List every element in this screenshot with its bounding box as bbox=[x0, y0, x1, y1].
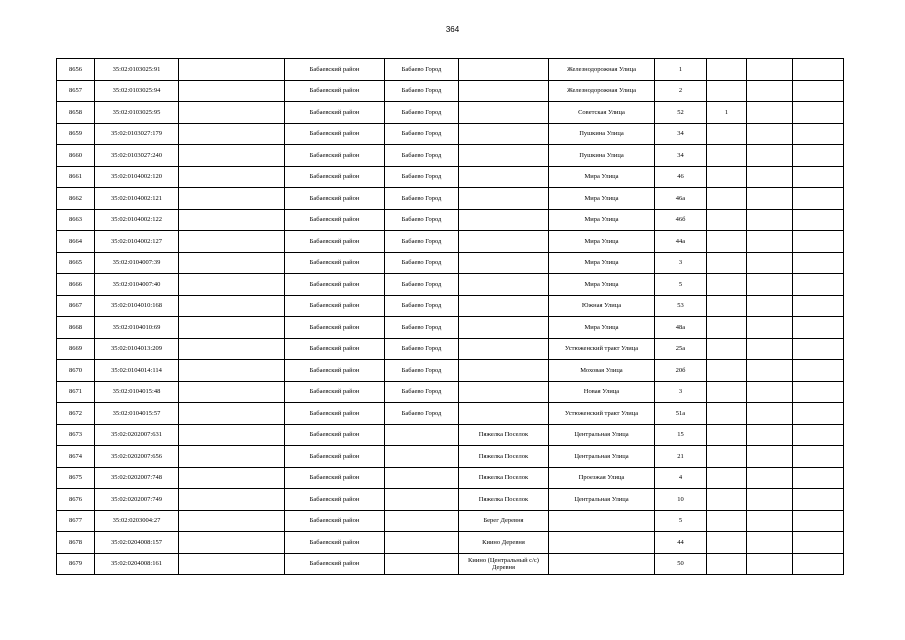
street-cell: Устюженский тракт Улица bbox=[549, 403, 655, 425]
street-cell: Проезжая Улица bbox=[549, 467, 655, 489]
city-cell: Бабаево Город bbox=[385, 295, 459, 317]
building-number-cell bbox=[707, 166, 747, 188]
house-number-cell: 1 bbox=[655, 59, 707, 81]
row-number-cell: 8660 bbox=[57, 145, 95, 167]
district-cell: Бабаевский район bbox=[285, 510, 385, 532]
district-cell: Бабаевский район bbox=[285, 252, 385, 274]
empty-cell bbox=[793, 489, 844, 511]
page-number: 364 bbox=[445, 25, 460, 34]
building-number-cell bbox=[707, 532, 747, 554]
table-row bbox=[57, 274, 844, 296]
table-row bbox=[57, 295, 844, 317]
building-number-cell bbox=[707, 123, 747, 145]
house-number-cell: 25а bbox=[655, 338, 707, 360]
row-number-cell: 8670 bbox=[57, 360, 95, 382]
empty-cell bbox=[179, 209, 285, 231]
table-row bbox=[57, 403, 844, 425]
empty-cell bbox=[793, 252, 844, 274]
settlement-cell bbox=[459, 317, 549, 339]
empty-cell bbox=[793, 403, 844, 425]
table-row bbox=[57, 446, 844, 468]
row-number-cell: 8672 bbox=[57, 403, 95, 425]
city-cell bbox=[385, 424, 459, 446]
table-row bbox=[57, 123, 844, 145]
empty-cell bbox=[793, 381, 844, 403]
empty-cell bbox=[179, 145, 285, 167]
row-number-cell: 8656 bbox=[57, 59, 95, 81]
house-number-cell: 53 bbox=[655, 295, 707, 317]
empty-cell bbox=[179, 532, 285, 554]
empty-cell bbox=[747, 252, 793, 274]
empty-cell bbox=[179, 381, 285, 403]
settlement-cell: Пяжелка Поселок bbox=[459, 446, 549, 468]
street-cell: Мира Улица bbox=[549, 274, 655, 296]
city-cell: Бабаево Город bbox=[385, 317, 459, 339]
building-number-cell bbox=[707, 295, 747, 317]
empty-cell bbox=[747, 532, 793, 554]
table-row bbox=[57, 80, 844, 102]
street-cell bbox=[549, 510, 655, 532]
empty-cell bbox=[179, 102, 285, 124]
district-cell: Бабаевский район bbox=[285, 123, 385, 145]
district-cell: Бабаевский район bbox=[285, 532, 385, 554]
district-cell: Бабаевский район bbox=[285, 209, 385, 231]
row-number-cell: 8678 bbox=[57, 532, 95, 554]
street-cell: Пушкина Улица bbox=[549, 145, 655, 167]
district-cell: Бабаевский район bbox=[285, 403, 385, 425]
building-number-cell bbox=[707, 446, 747, 468]
empty-cell bbox=[747, 209, 793, 231]
settlement-cell bbox=[459, 166, 549, 188]
empty-cell bbox=[179, 489, 285, 511]
cadastral-number-cell: 35:02:0202007:749 bbox=[95, 489, 179, 511]
empty-cell bbox=[793, 446, 844, 468]
table-row bbox=[57, 102, 844, 124]
empty-cell bbox=[793, 424, 844, 446]
city-cell bbox=[385, 489, 459, 511]
empty-cell bbox=[179, 317, 285, 339]
empty-cell bbox=[179, 80, 285, 102]
street-cell: Мира Улица bbox=[549, 188, 655, 210]
cadastral-number-cell: 35:02:0103025:94 bbox=[95, 80, 179, 102]
building-number-cell bbox=[707, 274, 747, 296]
city-cell: Бабаево Город bbox=[385, 166, 459, 188]
empty-cell bbox=[747, 338, 793, 360]
empty-cell bbox=[793, 166, 844, 188]
cadastral-number-cell: 35:02:0204008:161 bbox=[95, 553, 179, 575]
street-cell bbox=[549, 553, 655, 575]
table-row bbox=[57, 467, 844, 489]
house-number-cell: 46а bbox=[655, 188, 707, 210]
table-row bbox=[57, 510, 844, 532]
street-cell: Пушкина Улица bbox=[549, 123, 655, 145]
settlement-cell bbox=[459, 295, 549, 317]
street-cell: Центральная Улица bbox=[549, 489, 655, 511]
building-number-cell bbox=[707, 145, 747, 167]
cadastral-number-cell: 35:02:0103027:179 bbox=[95, 123, 179, 145]
empty-cell bbox=[793, 59, 844, 81]
empty-cell bbox=[179, 360, 285, 382]
building-number-cell bbox=[707, 510, 747, 532]
cadastral-number-cell: 35:02:0103025:95 bbox=[95, 102, 179, 124]
row-number-cell: 8675 bbox=[57, 467, 95, 489]
table-row bbox=[57, 381, 844, 403]
table-row bbox=[57, 209, 844, 231]
city-cell: Бабаево Город bbox=[385, 338, 459, 360]
empty-cell bbox=[747, 317, 793, 339]
settlement-cell bbox=[459, 123, 549, 145]
cadastral-number-cell: 35:02:0104013:209 bbox=[95, 338, 179, 360]
street-cell bbox=[549, 532, 655, 554]
street-cell: Устюженский тракт Улица bbox=[549, 338, 655, 360]
district-cell: Бабаевский район bbox=[285, 489, 385, 511]
house-number-cell: 48а bbox=[655, 317, 707, 339]
table-row bbox=[57, 317, 844, 339]
table-row bbox=[57, 360, 844, 382]
building-number-cell bbox=[707, 231, 747, 253]
building-number-cell bbox=[707, 467, 747, 489]
district-cell: Бабаевский район bbox=[285, 446, 385, 468]
house-number-cell: 5 bbox=[655, 274, 707, 296]
empty-cell bbox=[747, 102, 793, 124]
city-cell bbox=[385, 532, 459, 554]
city-cell: Бабаево Город bbox=[385, 360, 459, 382]
city-cell: Бабаево Город bbox=[385, 145, 459, 167]
cadastral-number-cell: 35:02:0104010:69 bbox=[95, 317, 179, 339]
empty-cell bbox=[793, 145, 844, 167]
settlement-cell bbox=[459, 188, 549, 210]
building-number-cell bbox=[707, 252, 747, 274]
city-cell: Бабаево Город bbox=[385, 403, 459, 425]
row-number-cell: 8679 bbox=[57, 553, 95, 575]
building-number-cell bbox=[707, 360, 747, 382]
empty-cell bbox=[179, 166, 285, 188]
row-number-cell: 8663 bbox=[57, 209, 95, 231]
settlement-cell bbox=[459, 59, 549, 81]
building-number-cell bbox=[707, 188, 747, 210]
district-cell: Бабаевский район bbox=[285, 231, 385, 253]
empty-cell bbox=[179, 295, 285, 317]
row-number-cell: 8666 bbox=[57, 274, 95, 296]
settlement-cell bbox=[459, 381, 549, 403]
settlement-cell bbox=[459, 360, 549, 382]
cadastral-number-cell: 35:02:0104010:168 bbox=[95, 295, 179, 317]
street-cell: Новая Улица bbox=[549, 381, 655, 403]
empty-cell bbox=[793, 102, 844, 124]
row-number-cell: 8668 bbox=[57, 317, 95, 339]
empty-cell bbox=[793, 553, 844, 575]
settlement-cell: Берег Деревня bbox=[459, 510, 549, 532]
street-cell: Центральная Улица bbox=[549, 446, 655, 468]
district-cell: Бабаевский район bbox=[285, 274, 385, 296]
city-cell: Бабаево Город bbox=[385, 252, 459, 274]
row-number-cell: 8676 bbox=[57, 489, 95, 511]
settlement-cell bbox=[459, 403, 549, 425]
cadastral-number-cell: 35:02:0203004:27 bbox=[95, 510, 179, 532]
cadastral-number-cell: 35:02:0104007:39 bbox=[95, 252, 179, 274]
city-cell bbox=[385, 467, 459, 489]
empty-cell bbox=[179, 188, 285, 210]
building-number-cell bbox=[707, 381, 747, 403]
cadastral-number-cell: 35:02:0204008:157 bbox=[95, 532, 179, 554]
empty-cell bbox=[747, 231, 793, 253]
table-row bbox=[57, 424, 844, 446]
district-cell: Бабаевский район bbox=[285, 424, 385, 446]
empty-cell bbox=[793, 188, 844, 210]
cadastral-number-cell: 35:02:0202007:748 bbox=[95, 467, 179, 489]
house-number-cell: 10 bbox=[655, 489, 707, 511]
cadastral-number-cell: 35:02:0104002:120 bbox=[95, 166, 179, 188]
cadastral-number-cell: 35:02:0103027:240 bbox=[95, 145, 179, 167]
settlement-cell bbox=[459, 209, 549, 231]
district-cell: Бабаевский район bbox=[285, 80, 385, 102]
empty-cell bbox=[793, 467, 844, 489]
building-number-cell bbox=[707, 209, 747, 231]
empty-cell bbox=[793, 123, 844, 145]
settlement-cell bbox=[459, 80, 549, 102]
settlement-cell bbox=[459, 102, 549, 124]
building-number-cell bbox=[707, 424, 747, 446]
empty-cell bbox=[179, 467, 285, 489]
empty-cell bbox=[747, 274, 793, 296]
building-number-cell bbox=[707, 338, 747, 360]
empty-cell bbox=[179, 252, 285, 274]
cadastral-number-cell: 35:02:0104015:48 bbox=[95, 381, 179, 403]
cadastral-number-cell: 35:02:0104002:121 bbox=[95, 188, 179, 210]
city-cell: Бабаево Город bbox=[385, 381, 459, 403]
house-number-cell: 3 bbox=[655, 381, 707, 403]
settlement-cell bbox=[459, 338, 549, 360]
settlement-cell: Пяжелка Поселок bbox=[459, 424, 549, 446]
empty-cell bbox=[179, 446, 285, 468]
street-cell: Моховая Улица bbox=[549, 360, 655, 382]
settlement-cell: Киино (Центральный с/с) Деревня bbox=[459, 553, 549, 575]
house-number-cell: 4 bbox=[655, 467, 707, 489]
empty-cell bbox=[793, 532, 844, 554]
empty-cell bbox=[793, 295, 844, 317]
empty-cell bbox=[747, 295, 793, 317]
empty-cell bbox=[747, 166, 793, 188]
cadastral-number-cell: 35:02:0202007:656 bbox=[95, 446, 179, 468]
empty-cell bbox=[747, 510, 793, 532]
house-number-cell: 34 bbox=[655, 123, 707, 145]
district-cell: Бабаевский район bbox=[285, 145, 385, 167]
empty-cell bbox=[747, 553, 793, 575]
empty-cell bbox=[793, 80, 844, 102]
city-cell: Бабаево Город bbox=[385, 209, 459, 231]
empty-cell bbox=[747, 123, 793, 145]
city-cell: Бабаево Город bbox=[385, 102, 459, 124]
house-number-cell: 21 bbox=[655, 446, 707, 468]
house-number-cell: 34 bbox=[655, 145, 707, 167]
city-cell: Бабаево Город bbox=[385, 274, 459, 296]
empty-cell bbox=[179, 59, 285, 81]
empty-cell bbox=[747, 360, 793, 382]
table-row bbox=[57, 553, 844, 575]
empty-cell bbox=[793, 317, 844, 339]
empty-cell bbox=[179, 510, 285, 532]
house-number-cell: 50 bbox=[655, 553, 707, 575]
house-number-cell: 46б bbox=[655, 209, 707, 231]
empty-cell bbox=[179, 338, 285, 360]
street-cell: Железнодорожная Улица bbox=[549, 59, 655, 81]
table-row bbox=[57, 188, 844, 210]
city-cell: Бабаево Город bbox=[385, 123, 459, 145]
district-cell: Бабаевский район bbox=[285, 166, 385, 188]
city-cell: Бабаево Город bbox=[385, 80, 459, 102]
row-number-cell: 8657 bbox=[57, 80, 95, 102]
empty-cell bbox=[793, 338, 844, 360]
empty-cell bbox=[747, 145, 793, 167]
empty-cell bbox=[747, 489, 793, 511]
table-row bbox=[57, 59, 844, 81]
cadastral-number-cell: 35:02:0104014:114 bbox=[95, 360, 179, 382]
table-body bbox=[57, 59, 844, 575]
empty-cell bbox=[747, 80, 793, 102]
empty-cell bbox=[747, 424, 793, 446]
table-row bbox=[57, 166, 844, 188]
empty-cell bbox=[179, 231, 285, 253]
table-row bbox=[57, 231, 844, 253]
row-number-cell: 8661 bbox=[57, 166, 95, 188]
cadastral-number-cell: 35:02:0202007:631 bbox=[95, 424, 179, 446]
street-cell: Мира Улица bbox=[549, 317, 655, 339]
settlement-cell bbox=[459, 231, 549, 253]
row-number-cell: 8669 bbox=[57, 338, 95, 360]
building-number-cell bbox=[707, 80, 747, 102]
row-number-cell: 8671 bbox=[57, 381, 95, 403]
district-cell: Бабаевский район bbox=[285, 381, 385, 403]
empty-cell bbox=[747, 59, 793, 81]
empty-cell bbox=[179, 123, 285, 145]
house-number-cell: 44 bbox=[655, 532, 707, 554]
street-cell: Южная Улица bbox=[549, 295, 655, 317]
empty-cell bbox=[793, 360, 844, 382]
row-number-cell: 8662 bbox=[57, 188, 95, 210]
table-row bbox=[57, 145, 844, 167]
cadastral-number-cell: 35:02:0104007:40 bbox=[95, 274, 179, 296]
row-number-cell: 8673 bbox=[57, 424, 95, 446]
house-number-cell: 15 bbox=[655, 424, 707, 446]
table-row bbox=[57, 338, 844, 360]
building-number-cell: 1 bbox=[707, 102, 747, 124]
house-number-cell: 20б bbox=[655, 360, 707, 382]
house-number-cell: 5 bbox=[655, 510, 707, 532]
district-cell: Бабаевский район bbox=[285, 360, 385, 382]
city-cell bbox=[385, 446, 459, 468]
city-cell: Бабаево Город bbox=[385, 59, 459, 81]
district-cell: Бабаевский район bbox=[285, 467, 385, 489]
district-cell: Бабаевский район bbox=[285, 188, 385, 210]
house-number-cell: 51а bbox=[655, 403, 707, 425]
street-cell: Мира Улица bbox=[549, 166, 655, 188]
empty-cell bbox=[179, 553, 285, 575]
building-number-cell bbox=[707, 403, 747, 425]
house-number-cell: 52 bbox=[655, 102, 707, 124]
house-number-cell: 2 bbox=[655, 80, 707, 102]
house-number-cell: 3 bbox=[655, 252, 707, 274]
empty-cell bbox=[179, 403, 285, 425]
settlement-cell bbox=[459, 274, 549, 296]
empty-cell bbox=[179, 274, 285, 296]
street-cell: Советская Улица bbox=[549, 102, 655, 124]
building-number-cell bbox=[707, 317, 747, 339]
row-number-cell: 8677 bbox=[57, 510, 95, 532]
district-cell: Бабаевский район bbox=[285, 295, 385, 317]
table-row bbox=[57, 532, 844, 554]
cadastral-number-cell: 35:02:0103025:91 bbox=[95, 59, 179, 81]
street-cell: Мира Улица bbox=[549, 231, 655, 253]
row-number-cell: 8664 bbox=[57, 231, 95, 253]
street-cell: Мира Улица bbox=[549, 252, 655, 274]
table-row bbox=[57, 252, 844, 274]
street-cell: Мира Улица bbox=[549, 209, 655, 231]
city-cell bbox=[385, 553, 459, 575]
settlement-cell bbox=[459, 145, 549, 167]
row-number-cell: 8674 bbox=[57, 446, 95, 468]
cadastral-number-cell: 35:02:0104002:122 bbox=[95, 209, 179, 231]
empty-cell bbox=[747, 446, 793, 468]
street-cell: Железнодорожная Улица bbox=[549, 80, 655, 102]
table-row bbox=[57, 489, 844, 511]
empty-cell bbox=[747, 381, 793, 403]
empty-cell bbox=[747, 188, 793, 210]
address-registry-table bbox=[56, 58, 844, 575]
building-number-cell bbox=[707, 59, 747, 81]
empty-cell bbox=[747, 467, 793, 489]
empty-cell bbox=[793, 510, 844, 532]
row-number-cell: 8658 bbox=[57, 102, 95, 124]
settlement-cell bbox=[459, 252, 549, 274]
district-cell: Бабаевский район bbox=[285, 553, 385, 575]
row-number-cell: 8659 bbox=[57, 123, 95, 145]
cadastral-number-cell: 35:02:0104015:57 bbox=[95, 403, 179, 425]
empty-cell bbox=[793, 231, 844, 253]
city-cell bbox=[385, 510, 459, 532]
city-cell: Бабаево Город bbox=[385, 188, 459, 210]
cadastral-number-cell: 35:02:0104002:127 bbox=[95, 231, 179, 253]
district-cell: Бабаевский район bbox=[285, 338, 385, 360]
district-cell: Бабаевский район bbox=[285, 59, 385, 81]
house-number-cell: 46 bbox=[655, 166, 707, 188]
empty-cell bbox=[747, 403, 793, 425]
empty-cell bbox=[793, 274, 844, 296]
settlement-cell: Пяжелка Поселок bbox=[459, 467, 549, 489]
house-number-cell: 44а bbox=[655, 231, 707, 253]
district-cell: Бабаевский район bbox=[285, 317, 385, 339]
empty-cell bbox=[793, 209, 844, 231]
district-cell: Бабаевский район bbox=[285, 102, 385, 124]
building-number-cell bbox=[707, 553, 747, 575]
building-number-cell bbox=[707, 489, 747, 511]
settlement-cell: Пяжелка Поселок bbox=[459, 489, 549, 511]
row-number-cell: 8667 bbox=[57, 295, 95, 317]
city-cell: Бабаево Город bbox=[385, 231, 459, 253]
row-number-cell: 8665 bbox=[57, 252, 95, 274]
settlement-cell: Киино Деревня bbox=[459, 532, 549, 554]
street-cell: Центральная Улица bbox=[549, 424, 655, 446]
empty-cell bbox=[179, 424, 285, 446]
